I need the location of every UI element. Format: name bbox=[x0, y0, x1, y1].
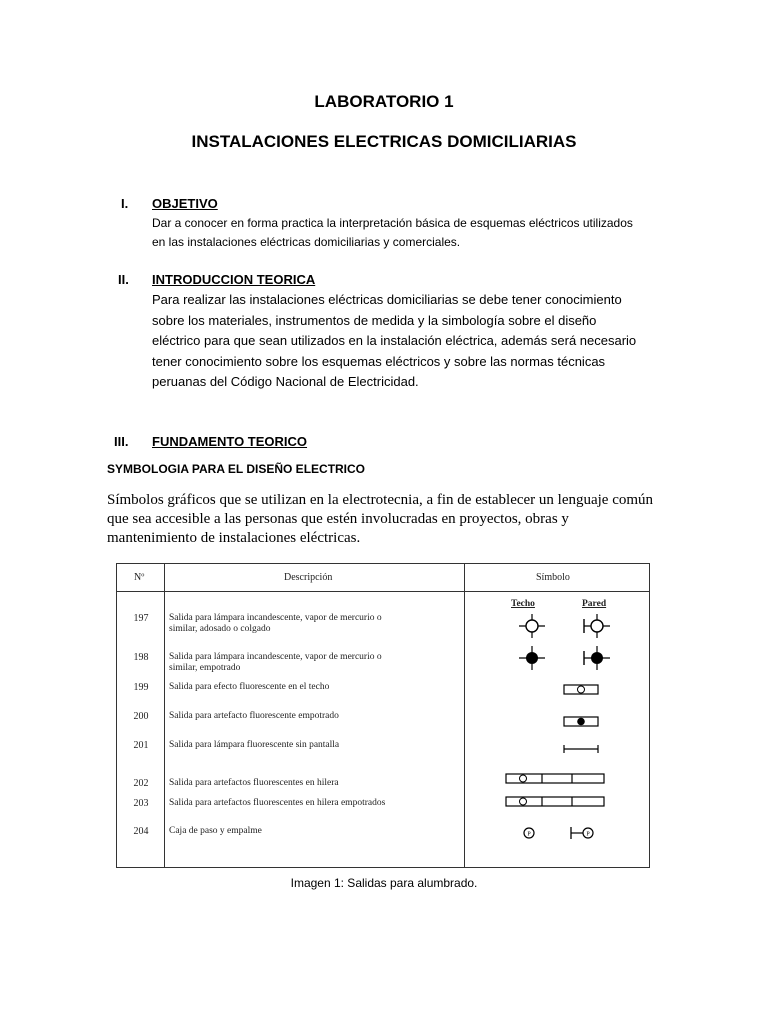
incandescent-recessed-wall-symbol bbox=[584, 646, 610, 670]
row-number: 203 bbox=[133, 798, 149, 809]
text-line: Símbolos gráficos que se utilizan en la electrotecnia, a fin de establecer un lenguaje común bbox=[107, 492, 654, 508]
text-line: Salida para artefacto fluorescente empotrado bbox=[169, 711, 339, 721]
text-line: en las instalaciones eléctricas domiciliarias y comerciales. bbox=[152, 235, 461, 249]
incandescent-wall-symbol bbox=[584, 614, 610, 638]
text-line: Salida para lámpara fluorescente sin pantalla bbox=[169, 740, 340, 750]
text-line: Caja de paso y empalme bbox=[169, 826, 262, 836]
text-line: similar, adosado o colgado bbox=[169, 624, 271, 634]
text-line: eléctrico para que sean utilizados en la instalación eléctrica, además será necesario bbox=[152, 333, 637, 348]
incandescent-recessed-ceiling-symbol bbox=[519, 646, 545, 670]
row-number: 198 bbox=[133, 652, 149, 663]
document-title: LABORATORIO 1 bbox=[314, 92, 454, 111]
section-heading-introduccion: INTRODUCCION TEORICA bbox=[152, 272, 316, 287]
text-line: peruanas del Código Nacional de Electricidad. bbox=[152, 374, 419, 389]
header-description: Descripción bbox=[284, 572, 333, 583]
symbol-column-techo: Techo bbox=[511, 599, 535, 609]
section-number-1: I. bbox=[121, 196, 129, 211]
text-line: que sea accesible a las personas que estén involucradas en proyectos, obras y bbox=[107, 511, 569, 527]
fluorescent-recessed-symbol bbox=[564, 717, 598, 726]
text-line: Salida para lámpara incandescente, vapor de mercurio o bbox=[169, 652, 382, 662]
document-subtitle: INSTALACIONES ELECTRICAS DOMICILIARIAS bbox=[191, 132, 577, 151]
row-number: 200 bbox=[133, 711, 149, 722]
text-line: similar, empotrado bbox=[169, 663, 241, 673]
row-number: 197 bbox=[133, 613, 149, 624]
incandescent-ceiling-symbol bbox=[519, 614, 545, 638]
header-num: Nº bbox=[134, 572, 145, 583]
header-symbol: Símbolo bbox=[536, 572, 570, 583]
text-line: Salida para efecto fluorescente en el techo bbox=[169, 682, 330, 692]
section-body-objetivo bbox=[152, 214, 692, 252]
section-number-3: III. bbox=[114, 434, 129, 449]
section-number-2: II. bbox=[118, 272, 129, 287]
row-number: 204 bbox=[133, 826, 149, 837]
symbol-column-pared: Pared bbox=[582, 599, 607, 609]
text-line: tener conocimiento sobre los esquemas eléctricos y sobre las normas técnicas bbox=[152, 353, 606, 369]
symbol-letter: P bbox=[586, 831, 590, 838]
symbol-table-figure bbox=[116, 563, 650, 868]
text-line: Para realizar las instalaciones eléctricas domiciliarias se debe tener conocimiento bbox=[152, 292, 622, 307]
fluorescent-row-symbol bbox=[506, 774, 604, 783]
section-heading-objetivo: OBJETIVO bbox=[152, 196, 218, 211]
section-body-introduccion bbox=[152, 290, 682, 393]
symbology-paragraph bbox=[107, 491, 667, 548]
fluorescent-row-recessed-symbol bbox=[506, 797, 604, 806]
text-line: Salida para artefactos fluorescentes en hilera empotrados bbox=[169, 798, 386, 808]
text-line: Salida para artefactos fluorescentes en hilera bbox=[169, 778, 339, 788]
text-line: mantenimiento de instalaciones eléctricas. bbox=[107, 530, 361, 546]
fluorescent-no-shade-symbol bbox=[564, 745, 598, 753]
text-line: sobre los materiales, instrumentos de medida y la simbología sobre el diseño bbox=[152, 312, 597, 328]
row-number: 201 bbox=[133, 740, 149, 751]
fluorescent-ceiling-symbol bbox=[564, 685, 598, 694]
symbol-letter: P bbox=[527, 831, 531, 838]
text-line: Dar a conocer en forma practica la interpretación básica de esquemas eléctricos utilizados bbox=[152, 216, 633, 230]
row-number: 202 bbox=[133, 778, 149, 789]
section-heading-fundamento: FUNDAMENTO TEORICO bbox=[152, 434, 308, 449]
text-line: Salida para lámpara incandescente, vapor de mercurio o bbox=[169, 613, 382, 623]
junction-box-wall-symbol bbox=[571, 827, 593, 839]
subheading-symbology: SYMBOLOGIA PARA EL DISEÑO ELECTRICO bbox=[107, 462, 366, 476]
symbols-drawing bbox=[116, 563, 650, 868]
figure-caption: Imagen 1: Salidas para alumbrado. bbox=[290, 876, 478, 890]
row-number: 199 bbox=[133, 682, 149, 693]
junction-box-ceiling-symbol bbox=[524, 828, 534, 838]
